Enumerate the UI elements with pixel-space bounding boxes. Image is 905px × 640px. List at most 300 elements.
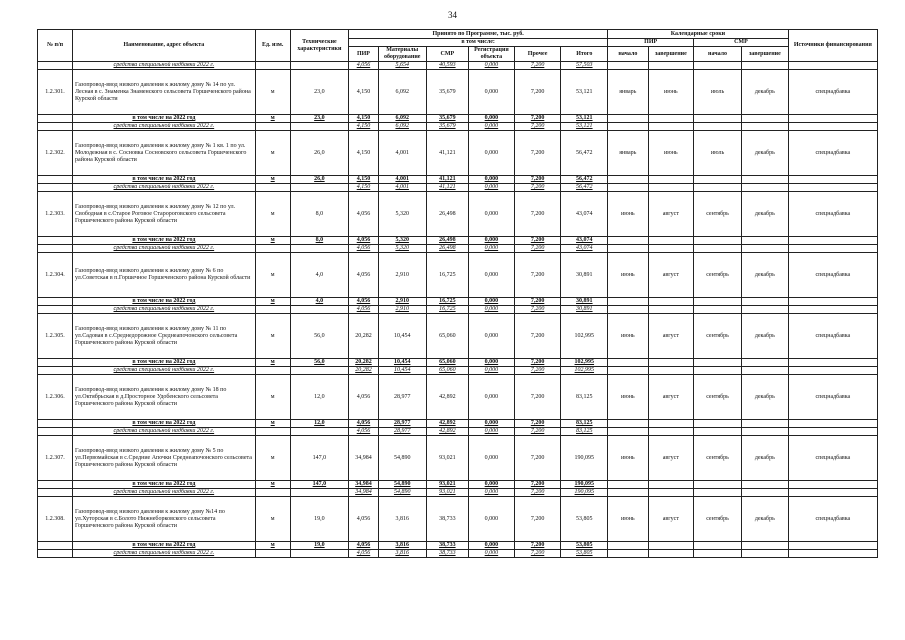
row-label: в том числе на 2022 год	[73, 359, 256, 367]
cell-reg: 0,000	[469, 237, 515, 245]
cell-reg: 0,000	[469, 428, 515, 436]
cell-pir: 4,056	[349, 253, 379, 298]
cell-other: 7,200	[514, 375, 561, 420]
cell-pir: 20,282	[349, 359, 379, 367]
cell-materials: 5,320	[378, 237, 426, 245]
cell-total: 53,805	[561, 550, 608, 558]
cell-reg: 0,000	[469, 70, 515, 115]
cell-total: 190,095	[561, 436, 608, 481]
cell-total: 43,074	[561, 192, 608, 237]
cell-pir: 4,056	[349, 306, 379, 314]
cell-unit: м	[255, 298, 290, 306]
cell-materials: 2,910	[378, 253, 426, 298]
cell-total: 57,503	[561, 62, 608, 70]
cell-pir-end: август	[648, 436, 694, 481]
cell-pir: 4,056	[349, 550, 379, 558]
cell-smr-end: декабрь	[741, 314, 788, 359]
header-smr: СМР	[426, 47, 468, 62]
cell-unit: м	[255, 497, 290, 542]
cell-reg: 0,000	[469, 367, 515, 375]
cell-smr-end: декабрь	[741, 497, 788, 542]
cell-other: 7,200	[514, 176, 561, 184]
cell-code: 1.2.302.	[38, 131, 73, 176]
cell-other: 7,200	[514, 367, 561, 375]
row-label: в том числе на 2022 год	[73, 298, 256, 306]
cell-source: спецнадбавка	[788, 314, 877, 359]
cell-code: 1.2.301.	[38, 70, 73, 115]
cell-smr: 35,679	[426, 123, 468, 131]
cell-tech: 8,0	[290, 237, 348, 245]
header-source: Источники финансирования	[788, 30, 877, 62]
cell-name: Газопровод-ввод низкого давления к жилому дому № 14 по ул. Лесная в с. Знаменка Знаменского сельсовета Горшеченского района Курской области	[73, 70, 256, 115]
cell-pir: 20,282	[349, 367, 379, 375]
cell-pir: 34,984	[349, 489, 379, 497]
cell-pir: 4,056	[349, 497, 379, 542]
cell-smr: 41,121	[426, 184, 468, 192]
cell-pir: 4,150	[349, 184, 379, 192]
row-label: средства специальной надбавки 2022 г.	[73, 428, 256, 436]
cell-reg: 0,000	[469, 62, 515, 70]
cell-smr-end: декабрь	[741, 253, 788, 298]
cell-total: 83,125	[561, 375, 608, 420]
cell-tech: 12,0	[290, 420, 348, 428]
special-allowance-row	[38, 62, 878, 70]
cell-total: 83,125	[561, 420, 608, 428]
cell-reg: 0,000	[469, 375, 515, 420]
cell-smr: 65,060	[426, 359, 468, 367]
cell-pir: 4,056	[349, 542, 379, 550]
header-unit: Ед. изм.	[255, 30, 290, 62]
cell-tech: 19,0	[290, 542, 348, 550]
cell-unit: м	[255, 481, 290, 489]
cell-total: 56,472	[561, 176, 608, 184]
header-terms-pir: ПИР	[608, 39, 694, 47]
cell-materials: 5,320	[378, 192, 426, 237]
cell-source: спецнадбавка	[788, 70, 877, 115]
row-label: в том числе на 2022 год	[73, 115, 256, 123]
cell-reg: 0,000	[469, 131, 515, 176]
cell-total: 30,891	[561, 306, 608, 314]
cell-other: 7,200	[514, 115, 561, 123]
cell-other: 7,200	[514, 359, 561, 367]
cell-reg: 0,000	[469, 184, 515, 192]
cell-tech: 8,0	[290, 192, 348, 237]
object-row	[38, 70, 878, 115]
cell-code: 1.2.306.	[38, 375, 73, 420]
header-terms-smr: СМР	[694, 39, 789, 47]
cell-pir-start: январь	[608, 70, 648, 115]
cell-pir: 4,150	[349, 176, 379, 184]
cell-total: 43,074	[561, 245, 608, 253]
cell-other: 7,200	[514, 306, 561, 314]
cell-smr-end: декабрь	[741, 131, 788, 176]
object-row	[38, 131, 878, 176]
cell-reg: 0,000	[469, 420, 515, 428]
cell-total: 53,805	[561, 497, 608, 542]
cell-pir: 4,056	[349, 375, 379, 420]
cell-tech: 56,0	[290, 359, 348, 367]
cell-name: Газопровод-ввод низкого давления к жилому дому № 18 по ул.Октябрьская в д.Просторное Удобенского сельсовета Горшеченского района Курской области	[73, 375, 256, 420]
special-allowance-row	[38, 245, 878, 253]
cell-smr: 40,593	[426, 62, 468, 70]
cell-other: 7,200	[514, 550, 561, 558]
object-row	[38, 436, 878, 481]
cell-total: 102,995	[561, 367, 608, 375]
cell-pir-start: июнь	[608, 375, 648, 420]
table-header	[38, 30, 878, 62]
cell-unit: м	[255, 314, 290, 359]
cell-source: спецнадбавка	[788, 192, 877, 237]
row-label: средства специальной надбавки 2022 г.	[73, 550, 256, 558]
cell-pir: 4,056	[349, 420, 379, 428]
cell-pir-end: август	[648, 192, 694, 237]
cell-tech: 23,0	[290, 115, 348, 123]
year-subtotal-row	[38, 542, 878, 550]
cell-materials: 6,092	[378, 70, 426, 115]
year-subtotal-row	[38, 176, 878, 184]
cell-pir-end: август	[648, 497, 694, 542]
cell-smr-start: сентябрь	[694, 436, 742, 481]
cell-reg: 0,000	[469, 115, 515, 123]
cell-smr: 93,021	[426, 481, 468, 489]
cell-other: 7,200	[514, 428, 561, 436]
cell-materials: 5,654	[378, 62, 426, 70]
cell-reg: 0,000	[469, 314, 515, 359]
cell-source: спецнадбавка	[788, 253, 877, 298]
cell-pir: 4,056	[349, 192, 379, 237]
row-label: в том числе на 2022 год	[73, 237, 256, 245]
cell-pir: 34,984	[349, 481, 379, 489]
cell-total: 83,125	[561, 428, 608, 436]
cell-pir: 4,150	[349, 70, 379, 115]
cell-smr-start: сентябрь	[694, 375, 742, 420]
cell-source: спецнадбавка	[788, 436, 877, 481]
header-accepted: Принято по Программе, тыс. руб.	[349, 30, 608, 39]
program-table	[37, 29, 878, 558]
cell-pir: 4,056	[349, 245, 379, 253]
cell-smr-start: июль	[694, 70, 742, 115]
row-label: в том числе на 2022 год	[73, 420, 256, 428]
cell-total: 56,472	[561, 131, 608, 176]
row-label: в том числе на 2022 год	[73, 176, 256, 184]
year-subtotal-row	[38, 237, 878, 245]
cell-pir: 4,056	[349, 428, 379, 436]
cell-name: Газопровод-ввод низкого давления к жилому дому № 1 кв. 1 по ул. Молодежная в с. Сосновка Сосновского сельсовета Горшеченского района Курской области	[73, 131, 256, 176]
special-allowance-row	[38, 123, 878, 131]
header-total: Итого	[561, 47, 608, 62]
cell-total: 190,095	[561, 481, 608, 489]
cell-materials: 4,001	[378, 131, 426, 176]
cell-tech: 147,0	[290, 436, 348, 481]
cell-unit: м	[255, 176, 290, 184]
cell-materials: 4,001	[378, 184, 426, 192]
cell-smr-start: сентябрь	[694, 314, 742, 359]
cell-reg: 0,000	[469, 489, 515, 497]
cell-unit: м	[255, 420, 290, 428]
object-row	[38, 314, 878, 359]
cell-unit: м	[255, 115, 290, 123]
cell-name: Газопровод-ввод низкого давления к жилому дому № 5 по ул.Первомайская в с.Средние Апочки Среднеапочонского сельсовета Горшеченского района Курской области	[73, 436, 256, 481]
cell-materials: 6,092	[378, 123, 426, 131]
cell-smr: 93,021	[426, 489, 468, 497]
cell-reg: 0,000	[469, 192, 515, 237]
cell-unit: м	[255, 253, 290, 298]
cell-pir: 34,984	[349, 436, 379, 481]
row-label: средства специальной надбавки 2022 г.	[73, 306, 256, 314]
cell-smr: 41,121	[426, 131, 468, 176]
cell-smr: 65,060	[426, 314, 468, 359]
cell-materials: 2,910	[378, 298, 426, 306]
cell-materials: 54,890	[378, 436, 426, 481]
cell-other: 7,200	[514, 298, 561, 306]
cell-pir: 4,150	[349, 123, 379, 131]
cell-total: 43,074	[561, 237, 608, 245]
cell-smr: 16,725	[426, 253, 468, 298]
cell-smr-end: декабрь	[741, 192, 788, 237]
cell-smr: 26,498	[426, 245, 468, 253]
cell-pir-end: июнь	[648, 131, 694, 176]
cell-smr: 38,733	[426, 497, 468, 542]
cell-total: 30,891	[561, 298, 608, 306]
header-no: № п/п	[38, 30, 73, 62]
cell-pir: 4,056	[349, 298, 379, 306]
year-subtotal-row	[38, 115, 878, 123]
row-label: средства специальной надбавки 2022 г.	[73, 245, 256, 253]
cell-source: спецнадбавка	[788, 375, 877, 420]
cell-reg: 0,000	[469, 542, 515, 550]
cell-code: 1.2.305.	[38, 314, 73, 359]
cell-pir: 4,056	[349, 237, 379, 245]
cell-pir-end: август	[648, 253, 694, 298]
cell-materials: 10,454	[378, 367, 426, 375]
cell-pir-end: июнь	[648, 70, 694, 115]
cell-other: 7,200	[514, 192, 561, 237]
cell-smr: 41,121	[426, 176, 468, 184]
cell-pir-start: июнь	[608, 497, 648, 542]
cell-materials: 54,890	[378, 481, 426, 489]
special-allowance-row	[38, 550, 878, 558]
cell-reg: 0,000	[469, 298, 515, 306]
object-row	[38, 375, 878, 420]
cell-smr: 42,892	[426, 375, 468, 420]
cell-total: 53,121	[561, 115, 608, 123]
cell-code: 1.2.303.	[38, 192, 73, 237]
cell-materials: 28,977	[378, 375, 426, 420]
cell-pir-start: июнь	[608, 253, 648, 298]
cell-materials: 10,454	[378, 314, 426, 359]
cell-other: 7,200	[514, 314, 561, 359]
cell-total: 102,995	[561, 314, 608, 359]
cell-reg: 0,000	[469, 481, 515, 489]
year-subtotal-row	[38, 481, 878, 489]
header-other: Прочее	[514, 47, 561, 62]
cell-other: 7,200	[514, 497, 561, 542]
cell-unit: м	[255, 359, 290, 367]
cell-pir-start: январь	[608, 131, 648, 176]
year-subtotal-row	[38, 298, 878, 306]
cell-name: Газопровод-ввод низкого давления к жилому дому № 12 по ул. Свободная в с.Старое Роговое Старороговского сельсовета Горшеченского района Курской области	[73, 192, 256, 237]
cell-other: 7,200	[514, 245, 561, 253]
table-body	[38, 62, 878, 558]
header-smr-start: начало	[694, 47, 742, 62]
page-number: 34	[448, 10, 457, 20]
special-allowance-row	[38, 306, 878, 314]
row-label: средства специальной надбавки 2022 г.	[73, 123, 256, 131]
cell-reg: 0,000	[469, 306, 515, 314]
object-row	[38, 497, 878, 542]
cell-reg: 0,000	[469, 245, 515, 253]
cell-other: 7,200	[514, 420, 561, 428]
cell-smr: 38,733	[426, 550, 468, 558]
header-pir-end: завершение	[648, 47, 694, 62]
cell-unit: м	[255, 131, 290, 176]
cell-pir: 4,150	[349, 131, 379, 176]
row-label: средства специальной надбавки 2022 г.	[73, 184, 256, 192]
header-pir: ПИР	[349, 47, 379, 62]
cell-other: 7,200	[514, 436, 561, 481]
cell-code: 1.2.307.	[38, 436, 73, 481]
row-label: средства специальной надбавки 2022 г.	[73, 62, 256, 70]
header-registration: Регистрация объекта	[469, 47, 515, 62]
cell-pir: 4,056	[349, 62, 379, 70]
cell-other: 7,200	[514, 70, 561, 115]
cell-total: 53,121	[561, 70, 608, 115]
cell-materials: 5,320	[378, 245, 426, 253]
cell-unit: м	[255, 237, 290, 245]
cell-unit: м	[255, 70, 290, 115]
cell-reg: 0,000	[469, 123, 515, 131]
cell-unit: м	[255, 375, 290, 420]
cell-tech: 26,0	[290, 176, 348, 184]
cell-reg: 0,000	[469, 436, 515, 481]
cell-smr: 42,892	[426, 428, 468, 436]
cell-other: 7,200	[514, 253, 561, 298]
year-subtotal-row	[38, 359, 878, 367]
cell-total: 56,472	[561, 184, 608, 192]
cell-name: Газопровод-ввод низкого давления к жилому дому №14 по ул.Хуторская в с.Болото Нижнеборковского сельсовета Горшеченского района Курской области	[73, 497, 256, 542]
cell-tech: 23,0	[290, 70, 348, 115]
cell-materials: 10,454	[378, 359, 426, 367]
cell-smr: 16,725	[426, 298, 468, 306]
year-subtotal-row	[38, 420, 878, 428]
cell-smr-start: сентябрь	[694, 253, 742, 298]
cell-source: спецнадбавка	[788, 131, 877, 176]
cell-tech: 4,0	[290, 253, 348, 298]
cell-tech: 19,0	[290, 497, 348, 542]
cell-name: Газопровод-ввод низкого давления к жилому дому № 11 по ул.Садовая в с.Среднедорожное Среднеапочонского сельсовета Горшеченского района Курской области	[73, 314, 256, 359]
header-name: Наименование, адрес объекта	[73, 30, 256, 62]
cell-tech: 12,0	[290, 375, 348, 420]
special-allowance-row	[38, 489, 878, 497]
cell-smr: 35,679	[426, 115, 468, 123]
cell-reg: 0,000	[469, 550, 515, 558]
header-materials: Материалы оборудование	[378, 47, 426, 62]
special-allowance-row	[38, 367, 878, 375]
cell-reg: 0,000	[469, 497, 515, 542]
cell-materials: 28,977	[378, 420, 426, 428]
cell-pir: 20,282	[349, 314, 379, 359]
cell-name: Газопровод-ввод низкого давления к жилому дому № 6 по ул.Советская в п.Горшечное Горшеченского района Курской области	[73, 253, 256, 298]
cell-tech: 56,0	[290, 314, 348, 359]
cell-smr: 93,021	[426, 436, 468, 481]
cell-pir-end: август	[648, 314, 694, 359]
cell-pir-start: июнь	[608, 192, 648, 237]
cell-smr-end: декабрь	[741, 436, 788, 481]
cell-other: 7,200	[514, 542, 561, 550]
cell-smr: 26,498	[426, 192, 468, 237]
special-allowance-row	[38, 184, 878, 192]
cell-other: 7,200	[514, 131, 561, 176]
cell-smr: 26,498	[426, 237, 468, 245]
cell-pir-start: июнь	[608, 314, 648, 359]
row-label: в том числе на 2022 год	[73, 481, 256, 489]
cell-pir-start: июнь	[608, 436, 648, 481]
cell-reg: 0,000	[469, 359, 515, 367]
cell-materials: 3,816	[378, 542, 426, 550]
cell-code: 1.2.304.	[38, 253, 73, 298]
cell-unit: м	[255, 542, 290, 550]
object-row	[38, 253, 878, 298]
cell-other: 7,200	[514, 489, 561, 497]
cell-smr: 65,060	[426, 367, 468, 375]
cell-materials: 28,977	[378, 428, 426, 436]
cell-total: 30,891	[561, 253, 608, 298]
cell-other: 7,200	[514, 237, 561, 245]
cell-smr-start: сентябрь	[694, 497, 742, 542]
header-tech: Технические характеристики	[290, 30, 348, 62]
header-smr-end: завершение	[741, 47, 788, 62]
cell-smr-start: сентябрь	[694, 192, 742, 237]
cell-unit: м	[255, 192, 290, 237]
cell-total: 53,805	[561, 542, 608, 550]
cell-tech: 26,0	[290, 131, 348, 176]
cell-tech: 147,0	[290, 481, 348, 489]
cell-total: 190,095	[561, 489, 608, 497]
cell-total: 102,995	[561, 359, 608, 367]
cell-reg: 0,000	[469, 176, 515, 184]
header-terms: Календарные сроки	[608, 30, 789, 39]
row-label: в том числе на 2022 год	[73, 542, 256, 550]
cell-reg: 0,000	[469, 253, 515, 298]
cell-other: 7,200	[514, 62, 561, 70]
cell-materials: 2,910	[378, 306, 426, 314]
cell-total: 53,121	[561, 123, 608, 131]
cell-materials: 3,816	[378, 550, 426, 558]
cell-smr: 35,679	[426, 70, 468, 115]
cell-smr-end: декабрь	[741, 375, 788, 420]
cell-smr-end: декабрь	[741, 70, 788, 115]
cell-unit: м	[255, 436, 290, 481]
cell-other: 7,200	[514, 184, 561, 192]
cell-materials: 3,816	[378, 497, 426, 542]
cell-smr: 42,892	[426, 420, 468, 428]
cell-pir-end: август	[648, 375, 694, 420]
header-pir-start: начало	[608, 47, 648, 62]
cell-smr: 16,725	[426, 306, 468, 314]
header-including: в том числе:	[349, 39, 608, 47]
row-label: средства специальной надбавки 2022 г.	[73, 489, 256, 497]
row-label: средства специальной надбавки 2022 г.	[73, 367, 256, 375]
cell-pir: 4,150	[349, 115, 379, 123]
cell-materials: 6,092	[378, 115, 426, 123]
cell-other: 7,200	[514, 481, 561, 489]
object-row	[38, 192, 878, 237]
cell-tech: 4,0	[290, 298, 348, 306]
cell-code: 1.2.308.	[38, 497, 73, 542]
cell-smr-start: июль	[694, 131, 742, 176]
special-allowance-row	[38, 428, 878, 436]
cell-materials: 4,001	[378, 176, 426, 184]
